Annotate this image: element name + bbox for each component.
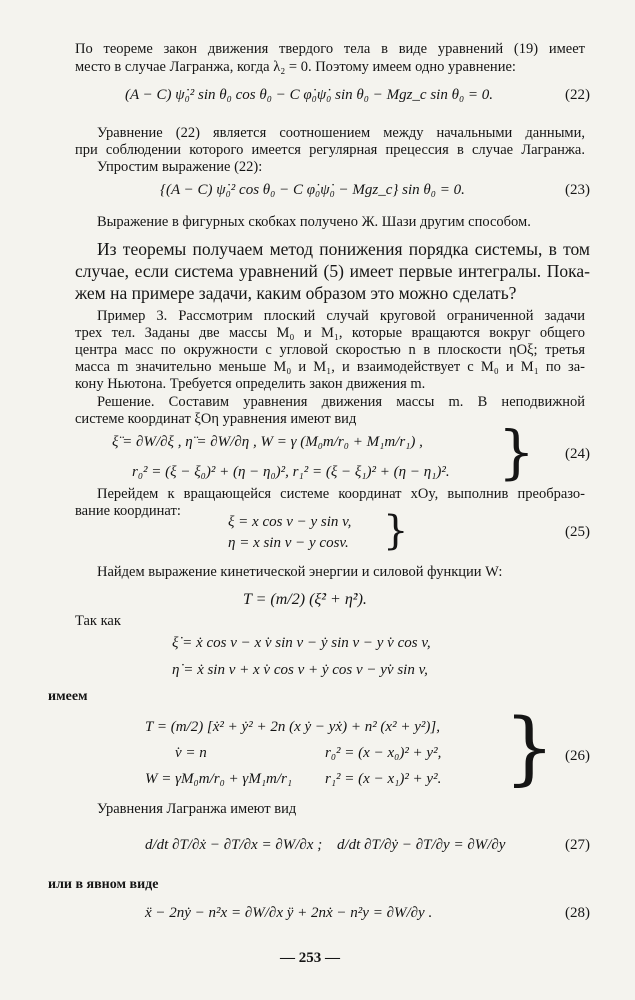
para1-line2: место в случае Лагранжа, когда λ₂ = 0. Поэтому имеем одно уравнение: [75,59,516,75]
para4-line3: жем на примере задачи, каким образом это можно сделать? [75,283,517,303]
page-number: — 253 — [280,950,340,966]
example-line3: центра масс по окружности с угловой скоростью n в плоскости ηOξ; третья [75,342,585,358]
lagrange-intro: Уравнения Лагранжа имеют вид [97,801,297,817]
equation-22: (A − C) ψ̇₀² sin θ₀ cos θ₀ − C φ̇₀ψ̇₀ sin θ₀ − Mgz_c sin θ₀ = 0. [125,87,494,103]
example-line4: масса m значительно меньше M₀ и M₁, и взаимодействует с M₀ и M₁ по за- [75,359,585,375]
equation-22-label: (22) [565,87,590,103]
equation-25-line1: ξ = x cos v − y sin v, [228,514,352,530]
equation-27-right: d/dt ∂T/∂ẏ − ∂T/∂y = ∂W/∂y [337,837,506,853]
equation-25-line2: η = x sin v − y cosv. [228,535,349,551]
para2-line3: Упростим выражение (22): [97,159,263,175]
para4-line1: Из теоремы получаем метод понижения порядка системы, в том [97,239,590,259]
equation-25-label: (25) [565,524,590,540]
equation-26-line2b: r₀² = (x − x₀)² + y², [325,745,442,761]
equation-eta-dot: η̇ = ẋ sin v + x v̇ cos v + ẏ cos v − yv̇ sin v, [172,662,428,678]
tak-kak-text: Так как [75,613,121,629]
example-line1: Пример 3. Рассмотрим плоский случай круговой ограниченной задачи [97,308,585,324]
equation-26-label: (26) [565,748,590,764]
equation-24-label: (24) [565,446,590,462]
equation-27-label: (27) [565,837,590,853]
para3: Выражение в фигурных скобках получено Ж. Шази другим способом. [97,214,531,230]
equation-26-line3a: W = γM₀m/r₀ + γM₁m/r₁ [145,771,293,787]
equation-23-label: (23) [565,182,590,198]
para2-line2: при соблюдении которого имеется регулярная прецессия в случае Лагранжа. [75,142,585,158]
example-line7: системе координат ξOη уравнения имеют вид [75,411,357,427]
equation-26-line2a: v̇ = n [175,745,207,761]
para5-line1: Перейдем к вращающейся системе координат xOy, выполнив преобразо- [97,486,585,502]
equation-23: {(A − C) ψ̇₀² cos θ₀ − C φ̇₀ψ̇₀ − Mgz_c} sin θ₀ = 0. [160,182,465,198]
equation-24-brace: } [498,418,535,486]
equation-kinetic-energy: T = (m/2) (ξ̇² + η̇²). [243,591,367,608]
equation-25-brace: } [383,508,409,554]
equation-26-line3b: r₁² = (x − x₁)² + y². [325,771,442,787]
equation-27-left: d/dt ∂T/∂ẋ − ∂T/∂x = ∂W/∂x ; [145,837,323,853]
equation-28: ẍ − 2nẏ − n²x = ∂W/∂x ÿ + 2nẋ − n²y = ∂W/∂y . [145,905,433,921]
imeem-text: имеем [48,689,88,704]
para1-line1: По теореме закон движения твердого тела в виде уравнений (19) имеет [75,41,585,57]
equation-26-line1: T = (m/2) [ẋ² + ẏ² + 2n (x ẏ − yẋ) + n² (x² + y²)], [145,719,440,735]
para5-line2: вание координат: [75,503,181,519]
para4-line2: случае, если система уравнений (5) имеет первые интегралы. Пока- [75,261,590,281]
equation-28-label: (28) [565,905,590,921]
equation-24-line2: r₀² = (ξ − ξ₀)² + (η − η₀)², r₁² = (ξ − ξ₁)² + (η − η₁)². [132,464,450,480]
para2-line1: Уравнение (22) является соотношением между начальными данными, [97,125,585,141]
equation-xi-dot: ξ̇ = ẋ cos v − x v̇ sin v − ẏ sin v − y v̇ cos v, [172,635,431,651]
example-line5: кону Ньютона. Требуется определить закон движения m. [75,376,426,392]
ili-text: или в явном виде [48,877,159,892]
para6: Найдем выражение кинетической энергии и силовой функции W: [97,564,503,580]
equation-26-brace: } [504,701,555,794]
example-line2: трех тел. Заданы две массы M₀ и M₁, которые вращаются вокруг общего [75,325,585,341]
example-line6: Решение. Составим уравнения движения массы m. В неподвижной [97,394,585,410]
equation-24-line1: ξ̈ = ∂W/∂ξ , η̈ = ∂W/∂η , W = γ (M₀m/r₀ + M₁m/r₁) , [112,434,423,450]
